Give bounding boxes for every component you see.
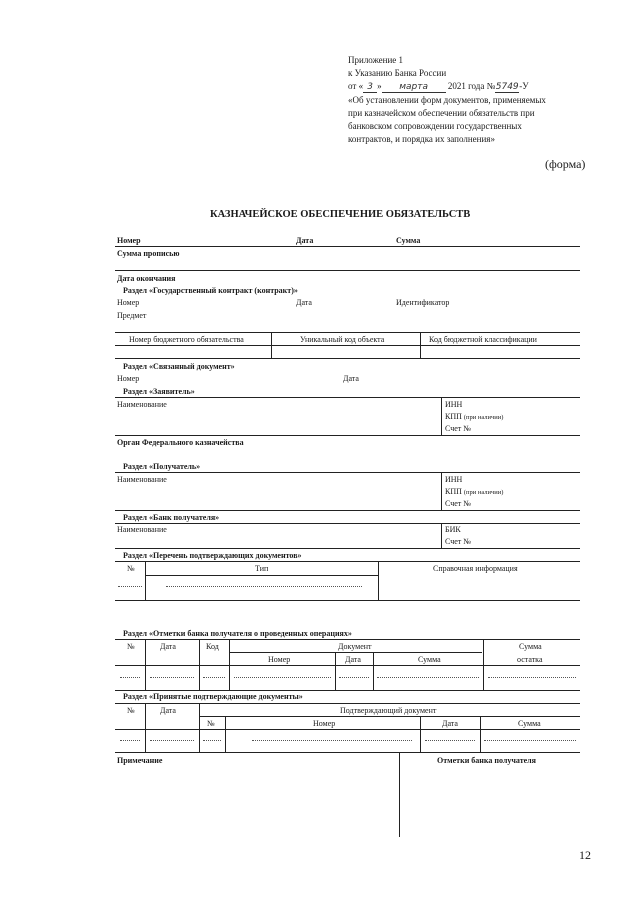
divider [441,397,442,435]
divider [115,472,580,473]
table-border [199,639,200,690]
form-label: (форма) [545,157,586,171]
table-border [145,561,146,600]
divider [441,472,442,510]
dotted-placeholder [488,677,576,678]
applicant-account-label: Счет № [445,424,471,433]
dotted-placeholder [377,677,479,678]
acc-col-date: Дата [160,706,176,715]
contract-number-label: Номер [117,298,140,307]
annex-ref: к Указанию Банка России [348,68,447,78]
table-border [115,358,580,359]
table-border [115,665,580,666]
operations-section-title: Раздел «Отметки банка получателя о проведенных операциях» [123,629,352,638]
contract-section-title: Раздел «Государственный контракт (контракт)» [123,286,298,295]
table-border [483,639,484,690]
divider [115,270,580,271]
docs-col-info: Справочная информация [433,564,518,573]
dotted-placeholder [120,677,140,678]
dotted-placeholder [339,677,369,678]
table-border [115,561,580,562]
ops-sub-number: Номер [268,655,291,664]
dotted-placeholder [425,740,475,741]
table-border [115,752,580,753]
divider [115,510,580,511]
table-border [420,716,421,752]
annex-date-line: от « 3 » марта 2021 года №5749-У [348,81,529,92]
footer-divider [399,752,400,837]
table-border [115,332,580,333]
dotted-placeholder [203,677,225,678]
linked-date-label: Дата [343,374,359,383]
ops-col-code: Код [206,642,219,651]
table-border [145,639,146,690]
annex-subject-3: банковском сопровождении государственных [348,121,522,131]
ops-col-sum: Сумма [519,642,542,651]
table-border [373,652,374,690]
table-border [115,703,580,704]
annex-day: 3 [363,82,377,93]
table-border [271,332,272,358]
linked-number-label: Номер [117,374,140,383]
table-border [115,600,580,601]
dotted-placeholder [203,740,221,741]
doc-number-label: Номер [117,236,141,245]
page-number: 12 [579,848,591,862]
acc-sub-no: № [207,719,215,728]
bank-section-title: Раздел «Банк получателя» [123,513,220,522]
dotted-placeholder [118,586,142,587]
linked-section-title: Раздел «Связанный документ» [123,362,235,371]
dotted-placeholder [120,740,140,741]
ops-col-doc: Документ [338,642,372,651]
annex-month: марта [382,82,446,93]
table-border [230,652,482,653]
table-border [199,703,200,752]
contract-id-label: Идентификатор [396,298,450,307]
note-label: Примечание [117,756,163,765]
table-border [199,716,580,717]
recipient-name-label: Наименование [117,475,167,484]
dotted-placeholder [150,677,194,678]
applicant-name-label: Наименование [117,400,167,409]
divider [115,548,580,549]
table-border [378,561,379,600]
table-border [115,690,580,691]
annex-number: 5749 [495,82,519,92]
end-date-label: Дата окончания [117,274,176,283]
doc-date-label: Дата [296,236,314,245]
ops-col-sum-rest: остатка [517,655,543,664]
col-budget-obligation: Номер бюджетного обязательства [129,335,244,344]
contract-date-label: Дата [296,298,312,307]
divider [115,246,580,247]
table-border [229,639,230,690]
acc-col-doc: Подтверждающий документ [340,706,437,715]
bank-bik-label: БИК [445,525,461,534]
divider [441,523,442,548]
table-border [115,729,580,730]
bank-account-label: Счет № [445,537,471,546]
recipient-account-label: Счет № [445,499,471,508]
dotted-placeholder [252,740,412,741]
col-budget-class: Код бюджетной классификации [429,335,537,344]
acc-col-no: № [127,706,135,715]
table-border [335,652,336,690]
dotted-placeholder [484,740,576,741]
applicant-inn-label: ИНН [445,400,463,409]
doc-sum-label: Сумма [396,236,421,245]
docs-col-type: Тип [255,564,269,573]
dotted-placeholder [166,586,362,587]
recipient-section-title: Раздел «Получатель» [123,462,201,471]
sum-words-label: Сумма прописью [117,249,180,258]
divider [115,397,580,398]
divider [115,435,580,436]
accepted-section-title: Раздел «Принятые подтверждающие документы» [123,692,303,701]
applicant-kpp-label: КПП (при наличии) [445,412,504,421]
acc-sub-date: Дата [442,719,458,728]
table-border [115,345,580,346]
acc-sub-sum: Сумма [518,719,541,728]
dotted-placeholder [150,740,194,741]
recipient-kpp-label: КПП (при наличии) [445,487,504,496]
table-border [145,575,378,576]
bank-marks-label: Отметки банка получателя [437,756,536,765]
table-border [145,703,146,752]
table-border [225,716,226,752]
ops-col-date: Дата [160,642,176,651]
applicant-section-title: Раздел «Заявитель» [123,387,195,396]
bank-name-label: Наименование [117,525,167,534]
annex-subject-2: при казначейском обеспечении обязательств при [348,108,535,118]
dotted-placeholder [234,677,331,678]
page-title: КАЗНАЧЕЙСКОЕ ОБЕСПЕЧЕНИЕ ОБЯЗАТЕЛЬСТВ [210,209,471,220]
treasury-label: Орган Федерального казначейства [117,438,244,447]
docs-section-title: Раздел «Перечень подтверждающих документов» [123,551,302,560]
table-border [420,332,421,358]
recipient-inn-label: ИНН [445,475,463,484]
ops-col-no: № [127,642,135,651]
docs-col-no: № [127,564,135,573]
divider [115,523,580,524]
table-border [115,639,580,640]
acc-sub-number: Номер [313,719,336,728]
ops-sub-sum: Сумма [418,655,441,664]
contract-subject-label: Предмет [117,311,147,320]
col-object-code: Уникальный код объекта [300,335,385,344]
ops-sub-date: Дата [345,655,361,664]
table-border [480,716,481,752]
annex-subject-4: контрактов, и порядка их заполнения» [348,134,495,144]
annex-title: Приложение 1 [348,55,404,65]
annex-subject-1: «Об установлении форм документов, применяемых [348,95,546,105]
